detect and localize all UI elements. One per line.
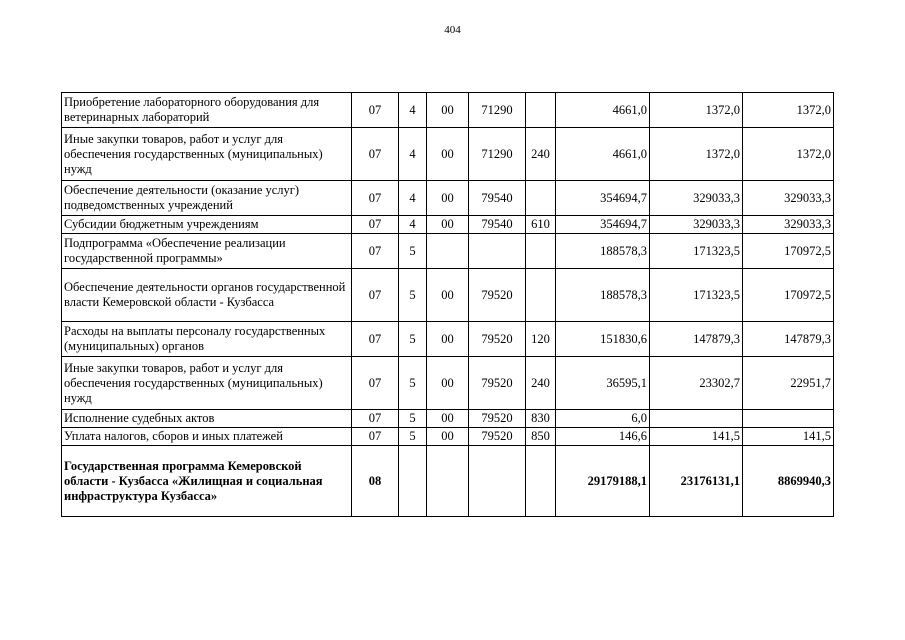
direction-code: 79520 [469,428,526,446]
expense-type-code [526,93,556,128]
subsection-code: 4 [399,216,427,234]
amount-year-3: 1372,0 [743,128,834,181]
table-row [62,322,834,357]
row-name: Обеспечение деятельности (оказание услуг) подведомственных учреждений [62,181,352,216]
table-row [62,93,834,128]
table-row [62,128,834,181]
table-row [62,269,834,322]
expense-type-code [526,269,556,322]
section-code: 08 [352,446,399,517]
program-code: 00 [427,269,469,322]
amount-year-3: 147879,3 [743,322,834,357]
row-name: Уплата налогов, сборов и иных платежей [62,428,352,446]
expense-type-code: 610 [526,216,556,234]
row-name: Иные закупки товаров, работ и услуг для обеспечения государственных (муниципальных) нужд [62,128,352,181]
section-code: 07 [352,357,399,410]
amount-year-2: 1372,0 [650,93,743,128]
expense-type-code: 240 [526,128,556,181]
row-name: Субсидии бюджетным учреждениям [62,216,352,234]
subsection-code: 5 [399,357,427,410]
subsection-code: 4 [399,93,427,128]
program-code: 00 [427,357,469,410]
direction-code [469,446,526,517]
program-code [427,234,469,269]
direction-code: 79540 [469,216,526,234]
expense-type-code: 240 [526,357,556,410]
direction-code: 71290 [469,93,526,128]
direction-code: 79520 [469,410,526,428]
row-name: Иные закупки товаров, работ и услуг для обеспечения государственных (муниципальных) нужд [62,357,352,410]
amount-year-2: 141,5 [650,428,743,446]
amount-year-1: 4661,0 [556,93,650,128]
section-code: 07 [352,181,399,216]
expense-type-code [526,234,556,269]
amount-year-1: 36595,1 [556,357,650,410]
amount-year-1: 188578,3 [556,234,650,269]
amount-year-1: 4661,0 [556,128,650,181]
section-code: 07 [352,128,399,181]
subsection-code: 4 [399,181,427,216]
amount-year-1: 29179188,1 [556,446,650,517]
amount-year-2: 171323,5 [650,234,743,269]
section-code: 07 [352,322,399,357]
row-name: Исполнение судебных актов [62,410,352,428]
amount-year-3 [743,410,834,428]
section-code: 07 [352,269,399,322]
row-name: Обеспечение деятельности органов государственной власти Кемеровской области - Кузбасса [62,269,352,322]
direction-code: 79520 [469,357,526,410]
amount-year-3: 141,5 [743,428,834,446]
direction-code: 79520 [469,269,526,322]
program-code: 00 [427,93,469,128]
expense-type-code: 120 [526,322,556,357]
subsection-code: 5 [399,322,427,357]
program-code [427,446,469,517]
table-row [62,357,834,410]
table-row [62,234,834,269]
direction-code [469,234,526,269]
row-name: Приобретение лабораторного оборудования для ветеринарных лабораторий [62,93,352,128]
amount-year-3: 170972,5 [743,234,834,269]
expense-type-code: 850 [526,428,556,446]
subsection-code: 4 [399,128,427,181]
program-code: 00 [427,428,469,446]
budget-table [61,92,834,517]
program-code: 00 [427,181,469,216]
expense-type-code: 830 [526,410,556,428]
amount-year-3: 1372,0 [743,93,834,128]
amount-year-2: 147879,3 [650,322,743,357]
subsection-code: 5 [399,428,427,446]
expense-type-code [526,181,556,216]
page-number: 404 [444,24,461,36]
amount-year-3: 22951,7 [743,357,834,410]
subsection-code: 5 [399,410,427,428]
expense-type-code [526,446,556,517]
direction-code: 71290 [469,128,526,181]
amount-year-1: 146,6 [556,428,650,446]
subsection-code [399,446,427,517]
amount-year-1: 6,0 [556,410,650,428]
amount-year-1: 188578,3 [556,269,650,322]
row-name: Подпрограмма «Обеспечение реализации государственной программы» [62,234,352,269]
direction-code: 79540 [469,181,526,216]
amount-year-3: 170972,5 [743,269,834,322]
row-name: Расходы на выплаты персоналу государственных (муниципальных) органов [62,322,352,357]
amount-year-2: 171323,5 [650,269,743,322]
amount-year-3: 8869940,3 [743,446,834,517]
program-code: 00 [427,322,469,357]
amount-year-2 [650,410,743,428]
amount-year-1: 354694,7 [556,216,650,234]
program-code: 00 [427,128,469,181]
program-code: 00 [427,410,469,428]
amount-year-2: 23302,7 [650,357,743,410]
amount-year-2: 329033,3 [650,181,743,216]
table-row [62,446,834,517]
direction-code: 79520 [469,322,526,357]
table-row [62,181,834,216]
amount-year-1: 151830,6 [556,322,650,357]
amount-year-2: 329033,3 [650,216,743,234]
amount-year-2: 1372,0 [650,128,743,181]
row-name: Государственная программа Кемеровской области - Кузбасса «Жилищная и социальная инфраструктура Кузбасса» [62,446,352,517]
subsection-code: 5 [399,234,427,269]
table-row [62,428,834,446]
section-code: 07 [352,410,399,428]
table-row [62,410,834,428]
section-code: 07 [352,428,399,446]
amount-year-2: 23176131,1 [650,446,743,517]
amount-year-1: 354694,7 [556,181,650,216]
program-code: 00 [427,216,469,234]
table-row [62,216,834,234]
section-code: 07 [352,234,399,269]
subsection-code: 5 [399,269,427,322]
amount-year-3: 329033,3 [743,216,834,234]
section-code: 07 [352,216,399,234]
section-code: 07 [352,93,399,128]
amount-year-3: 329033,3 [743,181,834,216]
